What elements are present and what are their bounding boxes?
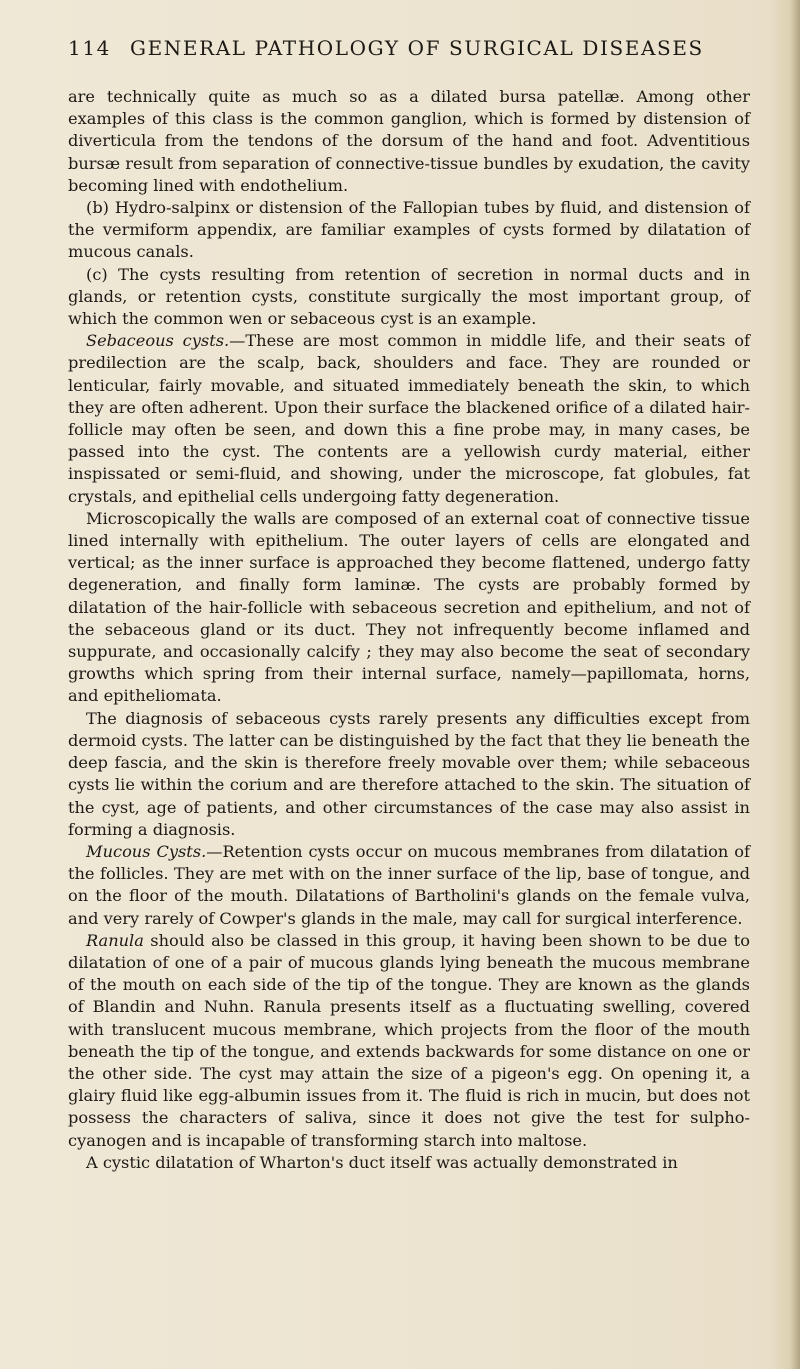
page-number: 114 xyxy=(68,36,111,60)
paragraph-text: The diagnosis of sebaceous cysts rarely presents any difficulties except from dermoid cysts. The latter can be distinguished by the fact that they lie beneath the deep fascia, and the skin is therefore freely movable over them; while sebaceous cysts lie within the corium and are therefore attached to the skin. The situation of the cyst, age of patients, and other circumstances of the case may also assist in forming a diagnosis. xyxy=(68,708,750,839)
paragraph-lead: Ranula xyxy=(86,930,144,950)
paragraph-ranula xyxy=(68,930,750,1152)
paragraph-text: A cystic dilatation of Wharton's duct itself was actually demonstrated in xyxy=(86,1152,678,1172)
paragraph-text: —These are most common in middle life, and their seats of predilection are the scalp, back, shoulders and face. They are rounded or lenticular, fairly movable, and situated immediately beneath the skin, to which they are often adherent. Upon their surface the blackened orifice of a dilated hair-follicle may often be seen, and down this a fine probe may, in many cases, be passed into the cyst. The contents are a yellowish curdy material, either inspissated or semi-fluid, and showing, under the microscope, fat globules, fat crystals, and epithelial cells undergoing fatty degeneration. xyxy=(68,331,750,506)
paragraph-lead: Sebaceous cysts. xyxy=(86,331,230,351)
paragraph-text: —Retention cysts occur on mucous membranes from dilatation of the follicles. They are met with on the inner surface of the lip, base of tongue, and on the floor of the mouth. Dilatations of Bartholini's glands on the female vulva, and very rarely of Cowper's glands in the male, may call for surgical interference. xyxy=(68,841,750,928)
paragraph-text: (c) The cysts resulting from retention of secretion in normal ducts and in glands, or retention cysts, constitute surgically the most important group, of which the common wen or sebaceous cyst is an example. xyxy=(68,264,750,329)
running-title: GENERAL PATHOLOGY OF SURGICAL DISEASES xyxy=(130,36,704,60)
paragraph-text: Microscopically the walls are composed of an external coat of connective tissue lined internally with epithelium. The outer layers of cells are elongated and vertical; as the inner surface is approached they become flattened, undergo fatty degeneration, and finally form laminæ. The cysts are probably formed by dilatation of the hair-follicle with sebaceous secretion and epithelium, and not of the sebaceous gland or its duct. They not infrequently become inflamed and suppurate, and occasionally calcify ; they may also become the seat of secondary growths which spring from their internal surface, namely—papillomata, horns, and epitheliomata. xyxy=(68,508,750,706)
paragraph-sebaceous-cysts xyxy=(68,330,750,508)
paragraph-hydrosalpinx xyxy=(68,197,750,264)
paragraph-continuation xyxy=(68,86,750,197)
paragraph-lead: Mucous Cysts. xyxy=(86,841,207,861)
paragraph-text: (b) Hydro-salpinx or distension of the Fallopian tubes by fluid, and distension of the vermiform appendix, are familiar examples of cysts formed by dilatation of mucous canals. xyxy=(68,198,750,262)
paragraph-text: are technically quite as much so as a dilated bursa patellæ. Among other examples of this class is the common ganglion, which is formed by distension of diverticula from the tendons of the dorsum of the hand and foot. Adventitious bursæ result from separation of connective-tissue bundles by exudation, the cavity becoming lined with endothelium. xyxy=(68,87,750,195)
paragraph-whartons-duct xyxy=(68,1152,750,1174)
paragraph-text: should also be classed in this group, it having been shown to be due to dilatation of one of a pair of mucous glands lying beneath the mucous membrane of the mouth on each side of the tip of the tongue. They are known as the glands of Blandin and Nuhn. Ranula presents itself as a fluctuating swelling, covered with translucent mucous membrane, which projects from the floor of the mouth beneath the tip of the tongue, and extends backwards for some distance on one or the other side. The cyst may attain the size of a pigeon's egg. On opening it, a glairy fluid like egg-albumin issues from it. The fluid is rich in mucin, but does not possess the characters of saliva, since it does not give the test for sulpho-cyanogen and is incapable of transforming starch into maltose. xyxy=(68,930,750,1150)
page-edge-shadow xyxy=(790,0,800,1369)
running-header xyxy=(68,36,748,60)
paragraph-microscopy xyxy=(68,508,750,708)
paragraph-retention-cysts xyxy=(68,264,750,331)
body-text xyxy=(68,86,750,1174)
paragraph-mucous-cysts xyxy=(68,841,750,930)
paragraph-diagnosis xyxy=(68,708,750,841)
